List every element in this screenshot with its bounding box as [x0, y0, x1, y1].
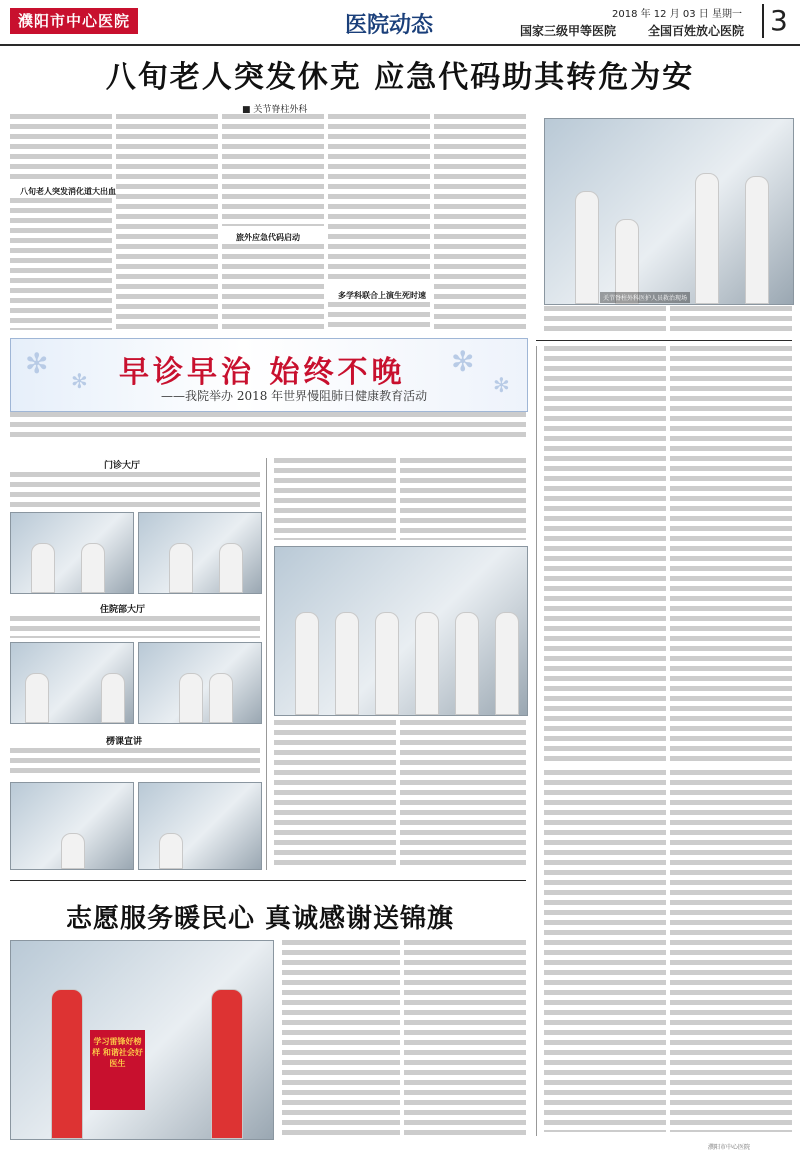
- article1-col4: [328, 114, 430, 284]
- article1-photo: [544, 118, 794, 305]
- zone1-photo-1: [10, 512, 134, 594]
- zone2-photo-2: [138, 642, 262, 724]
- issue-date: 2018 年 12 月 03 日 星期一: [612, 9, 742, 20]
- article3-headline: 志愿服务暖民心 真诚感谢送锦旗: [65, 904, 455, 934]
- article1-subhead-2: 多学科联合上演生死时速: [338, 291, 426, 300]
- article1-subhead-1: 八旬老人突发消化道大出血: [20, 187, 116, 196]
- article1-col6: [544, 306, 666, 336]
- right-news-col4: [670, 770, 792, 1132]
- article2-col2-top: [400, 458, 526, 540]
- article1-byline: ■ 关节脊柱外科: [242, 105, 308, 115]
- slogan-right: 全国百姓放心医院: [648, 24, 745, 38]
- newspaper-logo: 濮阳市中心医院: [10, 8, 138, 34]
- article1-col1: [10, 198, 112, 330]
- zone1-text: [10, 472, 260, 508]
- page-number: 3: [762, 4, 788, 38]
- banner-subtitle: ——我院举办 2018 年世界慢阻肺日健康教育活动: [161, 389, 428, 403]
- silk-banner: 学习雷锋好榜样 和谐社会好医生: [90, 1030, 145, 1110]
- article2-group-photo: [274, 546, 528, 716]
- right-news-col2: [670, 346, 792, 766]
- article3-col1: [282, 940, 400, 1136]
- article1-subhead-3: 旅外应急代码启动: [236, 233, 300, 242]
- right-news-col3: [544, 770, 666, 1132]
- article2-col1-top: [274, 458, 396, 540]
- slogan-left: 国家三级甲等医院: [520, 24, 617, 38]
- right-divider-1: [536, 340, 792, 341]
- article1-col1-top: [10, 114, 112, 184]
- article1-col4-bottom: [328, 302, 430, 330]
- zone1-photo-2: [138, 512, 262, 594]
- copd-banner: ✻ ✻ ✻ ✻ 早诊早治 始终不晚 ——我院举办 2018 年世界慢阻肺日健康教育活动: [10, 338, 528, 412]
- article2-col2-bottom: [400, 720, 526, 868]
- right-news-col1: [544, 346, 666, 766]
- banner-title: 早诊早治 始终不晚: [119, 355, 406, 390]
- footer-watermark: 濮阳市中心医院: [708, 1144, 751, 1151]
- article3-col2: [404, 940, 526, 1136]
- article3-top-rule: [10, 880, 526, 881]
- zone-inpatient-hall: 住院部大厅: [100, 605, 146, 615]
- article1-col7: [670, 306, 792, 336]
- zone3-text: [10, 748, 260, 778]
- zone3-photo-1: [10, 782, 134, 870]
- article1-col5: [434, 114, 526, 330]
- article2-intro: [10, 412, 526, 442]
- zone2-text: [10, 616, 260, 638]
- article1-photo-caption: 关节脊柱外科医护人员救治现场: [600, 292, 690, 303]
- zone-outpatient-hall: 门诊大厅: [104, 461, 141, 471]
- column-divider: [266, 458, 267, 870]
- article1-col2: [116, 114, 218, 330]
- zone3-photo-2: [138, 782, 262, 870]
- article1-headline: 八旬老人突发休克 应急代码助其转危为安: [105, 60, 695, 95]
- article2-col1-bottom: [274, 720, 396, 868]
- section-title: 医院动态: [345, 12, 434, 38]
- article1-col3-top: [222, 114, 324, 226]
- right-column-divider: [536, 346, 537, 1136]
- zone-lecture: 楞课宣讲: [106, 737, 143, 747]
- zone2-photo-1: [10, 642, 134, 724]
- article1-col3: [222, 244, 324, 330]
